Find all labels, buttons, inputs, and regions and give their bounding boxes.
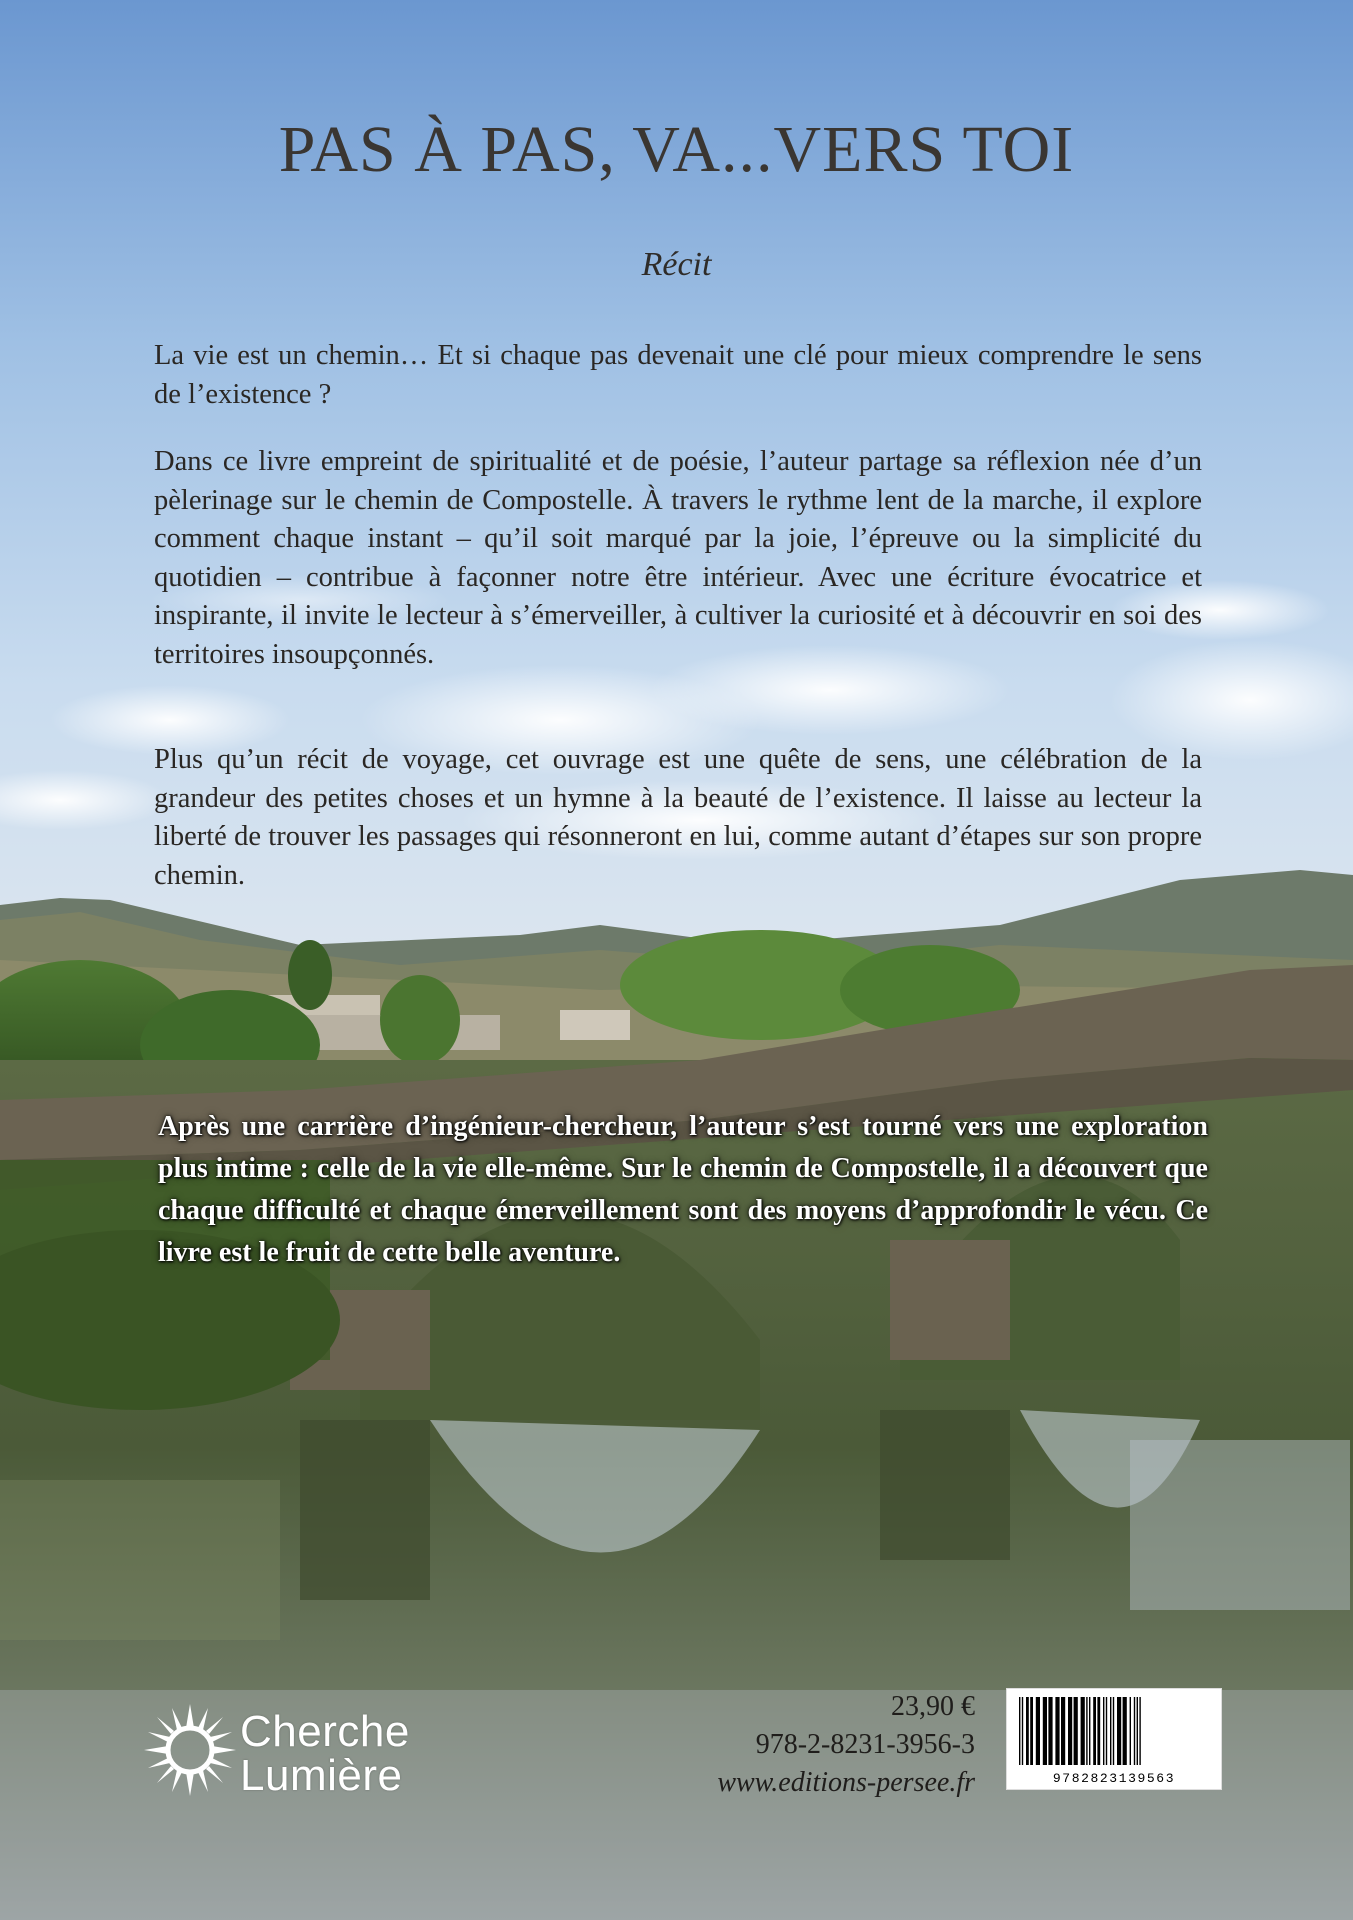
barcode-bar xyxy=(1043,1697,1047,1765)
barcode-bar xyxy=(1110,1697,1111,1765)
blurb-paragraph: Dans ce livre empreint de spiritualité et de poésie, l’auteur partage sa réflexion née d’un pèlerinage sur le chemin de Compostelle. À travers le rythme lent de la marche, il explore comment chaque instant – qu’il soit marqué par la joie, l’épreuve ou la simplicité du quotidien – contribue à façonner notre être intérieur. Avec une écriture évocatrice et inspirante, il invite le lecteur à s’émerveiller, à cultiver la curiosité et à découvrir en soi des territoires insoupçonnés. xyxy=(154,446,1202,670)
barcode-bar xyxy=(1103,1697,1104,1765)
sun-icon xyxy=(140,1700,240,1800)
barcode-digits: 9782823139563 xyxy=(1052,1771,1176,1786)
barcode-bar xyxy=(1097,1697,1100,1765)
barcode-bar xyxy=(1093,1697,1096,1765)
barcode xyxy=(1006,1688,1222,1790)
publisher-logo xyxy=(140,1700,440,1800)
blurb-paragraph: Plus qu’un récit de voyage, cet ouvrage est une quête de sens, une célébration de la grandeur des petites choses et un hymne à la beauté de l’existence. Il laisse au lecteur la liberté de trouver les passages qui résonneront en lui, comme autant d’étapes sur son propre chemin. xyxy=(154,744,1202,891)
book-title: PAS À PAS, VA...VERS TOI xyxy=(278,113,1075,186)
barcode-bar xyxy=(1089,1697,1090,1765)
barcode-bar xyxy=(1086,1697,1087,1765)
barcode-bar xyxy=(1137,1697,1138,1765)
barcode-bar xyxy=(1036,1697,1040,1765)
barcode-bar xyxy=(1055,1697,1059,1765)
barcode-bar xyxy=(1123,1697,1127,1765)
barcode-icon xyxy=(1007,1689,1221,1771)
blurb-paragraph: La vie est un chemin… Et si chaque pas devenait une clé pour mieux comprendre le sens de l’existence ? xyxy=(154,340,1202,410)
publisher-website: www.editions-persee.fr xyxy=(717,1767,975,1798)
publication-info xyxy=(717,1688,975,1802)
barcode-bar xyxy=(1019,1697,1020,1765)
barcode-bar xyxy=(1048,1697,1052,1765)
barcode-bar xyxy=(1074,1697,1078,1765)
genre-label: Récit xyxy=(641,246,712,283)
logo-text-line1: Cherche xyxy=(240,1707,410,1756)
barcode-bar xyxy=(1113,1697,1114,1765)
barcode-bar xyxy=(1061,1697,1065,1765)
barcode-bar xyxy=(1022,1697,1023,1765)
barcode-bar xyxy=(1134,1697,1135,1765)
barcode-bar xyxy=(1117,1697,1121,1765)
barcode-bar xyxy=(1106,1697,1107,1765)
author-bio: Après une carrière d’ingénieur-chercheur, l’auteur s’est tourné vers une exploration plus intime : celle de la vie elle-même. Sur le chemin de Compostelle, il a découvert que chaque difficulté et chaque émerveillement sont des moyens d’approfondir le vécu. Ce livre est le fruit de cette belle aventure. xyxy=(158,1111,1208,1268)
barcode-bar xyxy=(1030,1697,1033,1765)
barcode-bar xyxy=(1081,1697,1085,1765)
price: 23,90 € xyxy=(891,1691,975,1722)
barcode-bar xyxy=(1130,1697,1131,1765)
logo-text-line2: Lumière xyxy=(240,1751,403,1800)
isbn: 978-2-8231-3956-3 xyxy=(755,1729,975,1760)
barcode-bar xyxy=(1026,1697,1029,1765)
barcode-bar xyxy=(1139,1697,1140,1765)
barcode-bar xyxy=(1068,1697,1072,1765)
